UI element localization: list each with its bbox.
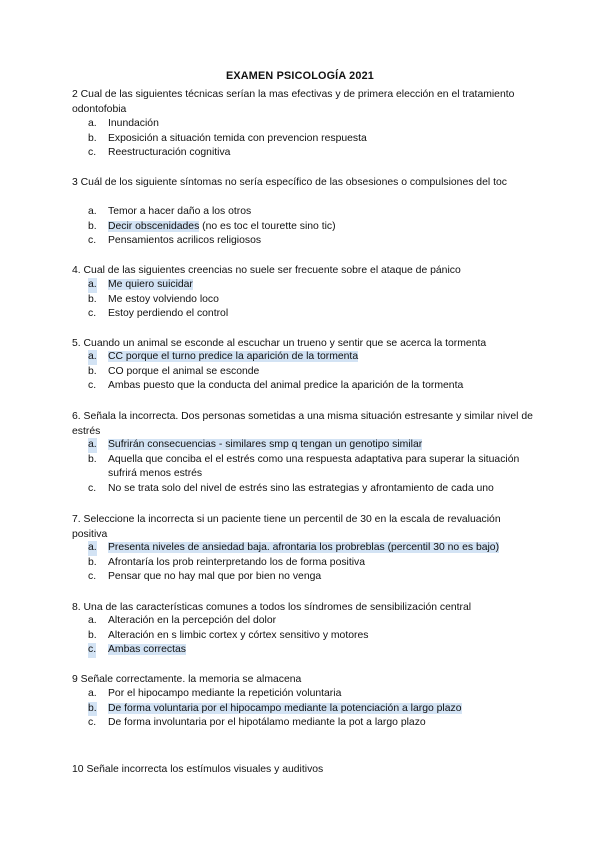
highlighted-answer: Ambas correctas xyxy=(108,644,186,656)
option-c: c. Pensar que no hay mal que por bien no venga xyxy=(88,571,322,583)
option-b: b. Afrontaría los prob reinterpretando los de forma positiva xyxy=(88,556,366,568)
option-b: b. Aquella que conciba el el estrés como una respuesta adaptativa para superar la situación sufrirá menos estrés xyxy=(88,453,520,480)
option-b: b. Me estoy volviendo loco xyxy=(88,293,219,305)
option-c: c. Estoy perdiendo el control xyxy=(88,308,229,320)
question-4-options xyxy=(88,278,538,322)
option-b: b. De forma voluntaria por el hipocampo mediante la potenciación a largo plazo xyxy=(88,702,538,717)
option-c: c. Ambas puesto que la conducta del animal predice la aparición de la tormenta xyxy=(88,380,464,392)
question-9-options xyxy=(88,687,538,731)
question-3-text: 3 Cuál de los siguiente síntomas no sería específico de las obsesiones o compulsiones del toc xyxy=(72,177,507,188)
question-5-text: 5. Cuando un animal se esconde al escuchar un trueno y sentir que se acerca la tormenta xyxy=(72,338,487,349)
highlighted-answer: De forma voluntaria por el hipocampo mediante la potenciación a largo plazo xyxy=(108,702,462,714)
answer-note: (no es toc el tourette sino tic) xyxy=(199,220,336,232)
option-a: a. Por el hipocampo mediante la repetición voluntaria xyxy=(88,688,342,699)
question-5-options xyxy=(88,350,538,394)
question-2-text: 2 Cual de las siguientes técnicas serían la mas efectivas y de primera elección en el tratamiento odontofobia xyxy=(72,89,515,115)
option-a: a. Alteración en la percepción del dolor xyxy=(88,615,277,626)
option-a: a. CC porque el turno predice la aparición de la tormenta xyxy=(88,350,538,365)
option-b: b. CO porque el animal se esconde xyxy=(88,365,260,377)
option-c: c. De forma involuntaria por el hipotálamo mediante la pot a largo plazo xyxy=(88,717,426,729)
question-4-text: 4. Cual de las siguientes creencias no suele ser frecuente sobre el ataque de pánico xyxy=(72,265,461,276)
question-7-text: 7. Seleccione la incorrecta si un paciente tiene un percentil de 30 en la escala de revaluación positiva xyxy=(72,514,501,540)
question-8-options xyxy=(88,614,538,658)
option-c: c. Pensamientos acrilicos religiosos xyxy=(88,235,262,247)
highlighted-answer: Me quiero suicidar xyxy=(108,279,193,290)
highlighted-answer: Decir obscenidades xyxy=(108,220,200,232)
question-6-text: 6. Señala la incorrecta. Dos personas sometidas a una misma situación estresante y similar nivel de estrés xyxy=(72,411,533,437)
option-c: c. No se trata solo del nivel de estrés sino las estrategias y afrontamiento de cada uno xyxy=(88,482,494,494)
question-6-options xyxy=(88,438,538,496)
option-a: a. Inundación xyxy=(88,118,159,129)
question-2-options xyxy=(88,117,538,161)
option-b: b. Alteración en s limbic cortex y córtex sensitivo y motores xyxy=(88,629,369,641)
question-9-text: 9 Señale correctamente. la memoria se almacena xyxy=(72,674,302,685)
option-a: a. Presenta niveles de ansiedad baja. afrontaria los probreblas (percentil 30 no es bajo) xyxy=(88,541,538,556)
option-a: a. Me quiero suicidar xyxy=(88,278,538,293)
option-a: a. Sufrirán consecuencias - similares smp q tengan un genotipo similar xyxy=(88,438,538,453)
option-b: b. Exposición a situación temida con prevencion respuesta xyxy=(88,132,367,144)
exam-title: EXAMEN PSICOLOGÍA 2021 xyxy=(226,70,374,82)
option-c: c. Reestructuración cognitiva xyxy=(88,147,231,159)
option-c: c. Ambas correctas xyxy=(88,643,538,658)
highlighted-answer: CC porque el turno predice la aparición de la tormenta xyxy=(108,351,359,362)
highlighted-answer: Sufrirán consecuencias - similares smp q tengan un genotipo similar xyxy=(108,439,423,450)
question-8-text: 8. Una de las características comunes a todos los síndromes de sensibilización central xyxy=(72,602,472,613)
option-b: b. Decir obscenidades (no es toc el tourette sino tic) xyxy=(88,220,336,232)
question-7-options xyxy=(88,541,538,585)
highlighted-answer: Presenta niveles de ansiedad baja. afrontaria los probreblas (percentil 30 no es bajo) xyxy=(108,542,500,553)
question-3-options xyxy=(88,205,538,249)
option-a: a. Temor a hacer daño a los otros xyxy=(88,206,252,217)
question-10-text: 10 Señale incorrecta los estímulos visuales y auditivos xyxy=(72,764,324,775)
